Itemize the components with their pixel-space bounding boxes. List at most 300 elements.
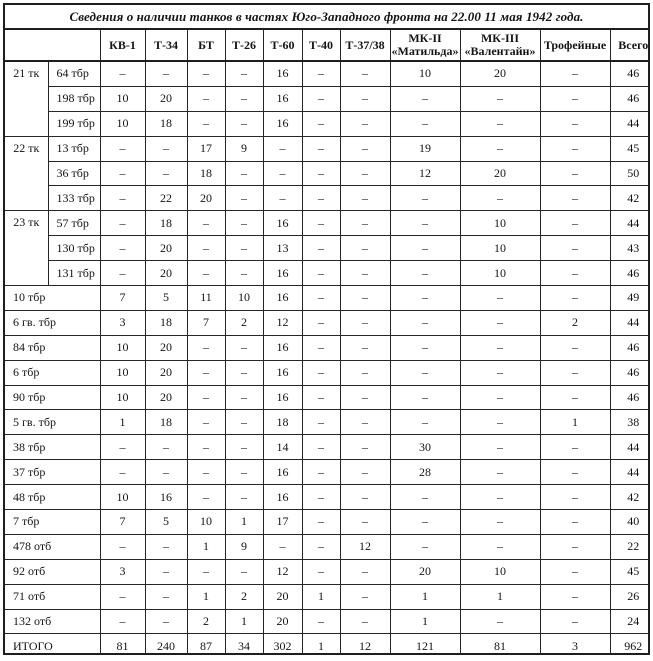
value-cell: – xyxy=(540,161,610,186)
value-cell: – xyxy=(540,236,610,261)
unit-cell: 48 тбр xyxy=(5,485,100,510)
value-cell: 20 xyxy=(145,261,187,286)
value-cell: – xyxy=(390,385,460,410)
column-label: Трофейные xyxy=(543,37,607,52)
value-cell: 46 xyxy=(610,360,650,385)
value-cell: – xyxy=(460,86,540,111)
value-cell: – xyxy=(302,559,340,584)
value-cell: – xyxy=(340,236,390,261)
value-cell: – xyxy=(460,136,540,161)
value-cell: – xyxy=(390,186,460,211)
value-cell: – xyxy=(540,360,610,385)
value-cell: – xyxy=(302,186,340,211)
value-cell: – xyxy=(340,460,390,485)
value-cell: – xyxy=(390,310,460,335)
value-cell: 12 xyxy=(340,534,390,559)
value-cell: – xyxy=(302,485,340,510)
value-cell: 10 xyxy=(100,360,145,385)
column-sublabel: «Валентайн» xyxy=(464,44,536,58)
table-row xyxy=(5,286,650,311)
value-cell: – xyxy=(460,609,540,634)
column-label: Т-26 xyxy=(232,37,256,52)
value-cell: 10 xyxy=(187,510,225,535)
value-cell: 10 xyxy=(460,211,540,236)
table-row xyxy=(5,86,650,111)
value-cell: – xyxy=(145,584,187,609)
value-cell: – xyxy=(540,485,610,510)
value-cell: – xyxy=(145,161,187,186)
unit-cell: 130 тбр xyxy=(48,236,100,261)
value-cell: – xyxy=(460,111,540,136)
value-cell: – xyxy=(340,261,390,286)
unit-cell: 199 тбр xyxy=(48,111,100,136)
value-cell: – xyxy=(225,261,263,286)
value-cell: 2 xyxy=(187,609,225,634)
value-cell: 81 xyxy=(460,634,540,655)
value-cell: 46 xyxy=(610,261,650,286)
value-cell: 12 xyxy=(390,161,460,186)
value-cell: – xyxy=(460,335,540,360)
value-cell: – xyxy=(540,86,610,111)
value-cell: – xyxy=(540,609,610,634)
value-cell: – xyxy=(340,61,390,86)
value-cell: – xyxy=(340,609,390,634)
value-cell: 962 xyxy=(610,634,650,655)
value-cell: 43 xyxy=(610,236,650,261)
value-cell: – xyxy=(460,186,540,211)
value-cell: 24 xyxy=(610,609,650,634)
value-cell: – xyxy=(302,435,340,460)
value-cell: 18 xyxy=(145,310,187,335)
value-cell: 20 xyxy=(263,609,302,634)
column-label: КВ-1 xyxy=(109,37,136,52)
value-cell: – xyxy=(302,609,340,634)
unit-cell: 36 тбр xyxy=(48,161,100,186)
value-cell: – xyxy=(302,360,340,385)
value-cell: 17 xyxy=(263,510,302,535)
value-cell: – xyxy=(390,360,460,385)
value-cell: – xyxy=(540,111,610,136)
value-cell: – xyxy=(100,609,145,634)
column-sublabel: «Матильда» xyxy=(391,44,459,58)
column-label: Всего xyxy=(618,37,649,52)
value-cell: 2 xyxy=(225,584,263,609)
value-cell: 1 xyxy=(187,584,225,609)
column-label: Т-37/38 xyxy=(345,37,385,52)
value-cell: – xyxy=(340,485,390,510)
value-cell: – xyxy=(187,485,225,510)
value-cell: – xyxy=(540,136,610,161)
value-cell: 20 xyxy=(187,186,225,211)
value-cell: 10 xyxy=(460,236,540,261)
value-cell: 5 xyxy=(145,286,187,311)
value-cell: – xyxy=(302,510,340,535)
value-cell: 18 xyxy=(145,111,187,136)
value-cell: 16 xyxy=(263,360,302,385)
value-cell: 34 xyxy=(225,634,263,655)
value-cell: – xyxy=(100,534,145,559)
value-cell: 50 xyxy=(610,161,650,186)
value-cell: – xyxy=(187,111,225,136)
value-cell: 10 xyxy=(100,111,145,136)
value-cell: 10 xyxy=(460,261,540,286)
value-cell: 16 xyxy=(145,485,187,510)
value-cell: 9 xyxy=(225,534,263,559)
value-cell: – xyxy=(540,460,610,485)
column-header-mk2-matilda xyxy=(390,30,460,61)
value-cell: – xyxy=(225,410,263,435)
value-cell: – xyxy=(460,385,540,410)
column-header-total xyxy=(610,30,650,61)
value-cell: – xyxy=(390,86,460,111)
value-cell: – xyxy=(145,435,187,460)
value-cell: – xyxy=(302,310,340,335)
column-header-trophy xyxy=(540,30,610,61)
table-row xyxy=(5,261,650,286)
value-cell: 16 xyxy=(263,385,302,410)
value-cell: 1 xyxy=(187,534,225,559)
value-cell: 20 xyxy=(263,584,302,609)
value-cell: – xyxy=(340,211,390,236)
table-title: Сведения о наличии танков в частях Юго-Западного фронта на 22.00 11 мая 1942 года. xyxy=(5,5,648,30)
value-cell: – xyxy=(145,559,187,584)
unit-cell: 5 гв. тбр xyxy=(5,410,100,435)
value-cell: 22 xyxy=(610,534,650,559)
value-cell: 14 xyxy=(263,435,302,460)
value-cell: 46 xyxy=(610,61,650,86)
value-cell: – xyxy=(302,161,340,186)
value-cell: – xyxy=(340,410,390,435)
unit-cell: 64 тбр xyxy=(48,61,100,86)
value-cell: – xyxy=(340,360,390,385)
value-cell: 18 xyxy=(145,410,187,435)
table-body xyxy=(5,61,650,655)
column-label: Т-60 xyxy=(270,37,295,52)
value-cell: – xyxy=(302,286,340,311)
value-cell: – xyxy=(100,186,145,211)
value-cell: 20 xyxy=(145,360,187,385)
value-cell: – xyxy=(100,136,145,161)
table-row xyxy=(5,609,650,634)
value-cell: 16 xyxy=(263,286,302,311)
value-cell: – xyxy=(187,385,225,410)
value-cell: – xyxy=(340,161,390,186)
value-cell: 1 xyxy=(390,609,460,634)
value-cell: – xyxy=(100,161,145,186)
column-label: Т-34 xyxy=(154,37,178,52)
unit-cell: 37 тбр xyxy=(5,460,100,485)
table-row xyxy=(5,61,650,86)
value-cell: 20 xyxy=(390,559,460,584)
value-cell: 49 xyxy=(610,286,650,311)
value-cell: – xyxy=(187,559,225,584)
unit-cell: 478 отб xyxy=(5,534,100,559)
value-cell: – xyxy=(390,510,460,535)
value-cell: – xyxy=(390,261,460,286)
value-cell: 3 xyxy=(100,310,145,335)
value-cell: 2 xyxy=(225,310,263,335)
value-cell: 10 xyxy=(100,385,145,410)
value-cell: – xyxy=(302,385,340,410)
value-cell: – xyxy=(340,559,390,584)
value-cell: 16 xyxy=(263,460,302,485)
value-cell: – xyxy=(390,534,460,559)
value-cell: – xyxy=(540,559,610,584)
value-cell: 18 xyxy=(145,211,187,236)
value-cell: – xyxy=(302,335,340,360)
value-cell: 44 xyxy=(610,435,650,460)
header-row xyxy=(5,30,650,61)
value-cell: 1 xyxy=(100,410,145,435)
value-cell: – xyxy=(302,261,340,286)
value-cell: – xyxy=(302,534,340,559)
value-cell: – xyxy=(340,86,390,111)
value-cell: – xyxy=(390,335,460,360)
value-cell: 38 xyxy=(610,410,650,435)
value-cell: 87 xyxy=(187,634,225,655)
value-cell: – xyxy=(225,559,263,584)
table-row xyxy=(5,211,650,236)
value-cell: – xyxy=(302,136,340,161)
total-label-cell: ИТОГО xyxy=(5,634,100,655)
value-cell: 20 xyxy=(145,335,187,360)
value-cell: 20 xyxy=(145,385,187,410)
value-cell: 18 xyxy=(263,410,302,435)
unit-cell: 132 отб xyxy=(5,609,100,634)
value-cell: – xyxy=(263,161,302,186)
value-cell: – xyxy=(225,211,263,236)
value-cell: – xyxy=(225,435,263,460)
value-cell: – xyxy=(460,460,540,485)
value-cell: 44 xyxy=(610,460,650,485)
value-cell: – xyxy=(390,236,460,261)
value-cell: 17 xyxy=(187,136,225,161)
column-label: МК-III xyxy=(480,31,520,45)
value-cell: 240 xyxy=(145,634,187,655)
value-cell: – xyxy=(540,534,610,559)
value-cell: 5 xyxy=(145,510,187,535)
table-row xyxy=(5,360,650,385)
value-cell: 1 xyxy=(540,410,610,435)
value-cell: – xyxy=(145,609,187,634)
value-cell: – xyxy=(225,161,263,186)
value-cell: – xyxy=(340,136,390,161)
value-cell: 20 xyxy=(145,86,187,111)
unit-cell: 7 тбр xyxy=(5,510,100,535)
value-cell: 13 xyxy=(263,236,302,261)
value-cell: 42 xyxy=(610,485,650,510)
value-cell: – xyxy=(187,435,225,460)
value-cell: – xyxy=(187,360,225,385)
value-cell: 1 xyxy=(225,609,263,634)
value-cell: – xyxy=(460,360,540,385)
column-header-mk3-valentine xyxy=(460,30,540,61)
value-cell: 7 xyxy=(100,510,145,535)
value-cell: – xyxy=(225,335,263,360)
column-label: БТ xyxy=(198,37,214,52)
value-cell: – xyxy=(145,534,187,559)
value-cell: – xyxy=(390,211,460,236)
value-cell: 28 xyxy=(390,460,460,485)
value-cell: – xyxy=(187,410,225,435)
value-cell: 16 xyxy=(263,111,302,136)
value-cell: 16 xyxy=(263,485,302,510)
value-cell: – xyxy=(540,186,610,211)
value-cell: 2 xyxy=(540,310,610,335)
value-cell: – xyxy=(225,360,263,385)
value-cell: – xyxy=(340,286,390,311)
value-cell: – xyxy=(187,211,225,236)
value-cell: 44 xyxy=(610,211,650,236)
unit-cell: 38 тбр xyxy=(5,435,100,460)
unit-cell: 92 отб xyxy=(5,559,100,584)
unit-cell: 84 тбр xyxy=(5,335,100,360)
value-cell: – xyxy=(340,435,390,460)
value-cell: – xyxy=(460,435,540,460)
unit-cell: 71 отб xyxy=(5,584,100,609)
value-cell: – xyxy=(100,584,145,609)
value-cell: 10 xyxy=(100,485,145,510)
value-cell: – xyxy=(340,310,390,335)
table-row xyxy=(5,584,650,609)
table-row xyxy=(5,335,650,360)
value-cell: – xyxy=(187,335,225,360)
column-header-bt xyxy=(187,30,225,61)
value-cell: 7 xyxy=(100,286,145,311)
value-cell: 12 xyxy=(263,310,302,335)
value-cell: 10 xyxy=(225,286,263,311)
corps-cell: 21 тк xyxy=(5,61,48,136)
value-cell: – xyxy=(302,61,340,86)
table-row xyxy=(5,310,650,335)
value-cell: – xyxy=(340,335,390,360)
value-cell: – xyxy=(225,86,263,111)
value-cell: 42 xyxy=(610,186,650,211)
unit-cell: 10 тбр xyxy=(5,286,100,311)
value-cell: – xyxy=(225,385,263,410)
unit-cell: 133 тбр xyxy=(48,186,100,211)
value-cell: 11 xyxy=(187,286,225,311)
value-cell: – xyxy=(225,236,263,261)
value-cell: 16 xyxy=(263,335,302,360)
value-cell: 20 xyxy=(460,161,540,186)
column-header-t60 xyxy=(263,30,302,61)
column-label: Т-40 xyxy=(309,37,333,52)
value-cell: 7 xyxy=(187,310,225,335)
value-cell: 10 xyxy=(100,335,145,360)
value-cell: – xyxy=(540,335,610,360)
value-cell: 16 xyxy=(263,211,302,236)
value-cell: – xyxy=(100,236,145,261)
value-cell: – xyxy=(340,510,390,535)
value-cell: – xyxy=(390,410,460,435)
value-cell: – xyxy=(460,286,540,311)
value-cell: – xyxy=(263,186,302,211)
value-cell: – xyxy=(460,510,540,535)
value-cell: 9 xyxy=(225,136,263,161)
value-cell: – xyxy=(225,186,263,211)
value-cell: 10 xyxy=(100,86,145,111)
column-header-kv1 xyxy=(100,30,145,61)
value-cell: 1 xyxy=(302,584,340,609)
value-cell: – xyxy=(540,510,610,535)
value-cell: – xyxy=(390,485,460,510)
document-table-page xyxy=(3,3,650,655)
unit-cell: 13 тбр xyxy=(48,136,100,161)
table-row xyxy=(5,136,650,161)
value-cell: – xyxy=(187,86,225,111)
value-cell: 46 xyxy=(610,86,650,111)
value-cell: 81 xyxy=(100,634,145,655)
value-cell: 46 xyxy=(610,385,650,410)
value-cell: 10 xyxy=(460,559,540,584)
value-cell: – xyxy=(540,61,610,86)
value-cell: 3 xyxy=(100,559,145,584)
value-cell: 26 xyxy=(610,584,650,609)
value-cell: – xyxy=(540,435,610,460)
value-cell: – xyxy=(263,136,302,161)
column-header-t40 xyxy=(302,30,340,61)
total-row xyxy=(5,634,650,655)
value-cell: – xyxy=(340,385,390,410)
value-cell: – xyxy=(390,111,460,136)
value-cell: – xyxy=(460,485,540,510)
corps-cell: 22 тк xyxy=(5,136,48,211)
value-cell: – xyxy=(145,460,187,485)
column-header-t26 xyxy=(225,30,263,61)
value-cell: 3 xyxy=(540,634,610,655)
value-cell: 40 xyxy=(610,510,650,535)
value-cell: – xyxy=(340,186,390,211)
value-cell: – xyxy=(460,410,540,435)
table-row xyxy=(5,111,650,136)
value-cell: – xyxy=(340,584,390,609)
value-cell: – xyxy=(302,111,340,136)
value-cell: – xyxy=(225,485,263,510)
table-row xyxy=(5,161,650,186)
value-cell: 1 xyxy=(460,584,540,609)
column-header-t3738 xyxy=(340,30,390,61)
corps-cell: 23 тк xyxy=(5,211,48,286)
table-row xyxy=(5,385,650,410)
value-cell: – xyxy=(460,310,540,335)
table-row xyxy=(5,410,650,435)
column-header-t34 xyxy=(145,30,187,61)
value-cell: – xyxy=(225,111,263,136)
value-cell: – xyxy=(145,61,187,86)
value-cell: 19 xyxy=(390,136,460,161)
value-cell: 30 xyxy=(390,435,460,460)
table-row xyxy=(5,236,650,261)
value-cell: – xyxy=(100,460,145,485)
value-cell: – xyxy=(540,286,610,311)
value-cell: – xyxy=(263,534,302,559)
value-cell: 20 xyxy=(460,61,540,86)
value-cell: – xyxy=(540,211,610,236)
table-row xyxy=(5,510,650,535)
value-cell: 22 xyxy=(145,186,187,211)
value-cell: 12 xyxy=(263,559,302,584)
value-cell: – xyxy=(187,61,225,86)
value-cell: 44 xyxy=(610,310,650,335)
value-cell: 46 xyxy=(610,335,650,360)
value-cell: 12 xyxy=(340,634,390,655)
unit-cell: 90 тбр xyxy=(5,385,100,410)
value-cell: 45 xyxy=(610,136,650,161)
value-cell: 45 xyxy=(610,559,650,584)
value-cell: 1 xyxy=(225,510,263,535)
value-cell: – xyxy=(100,435,145,460)
